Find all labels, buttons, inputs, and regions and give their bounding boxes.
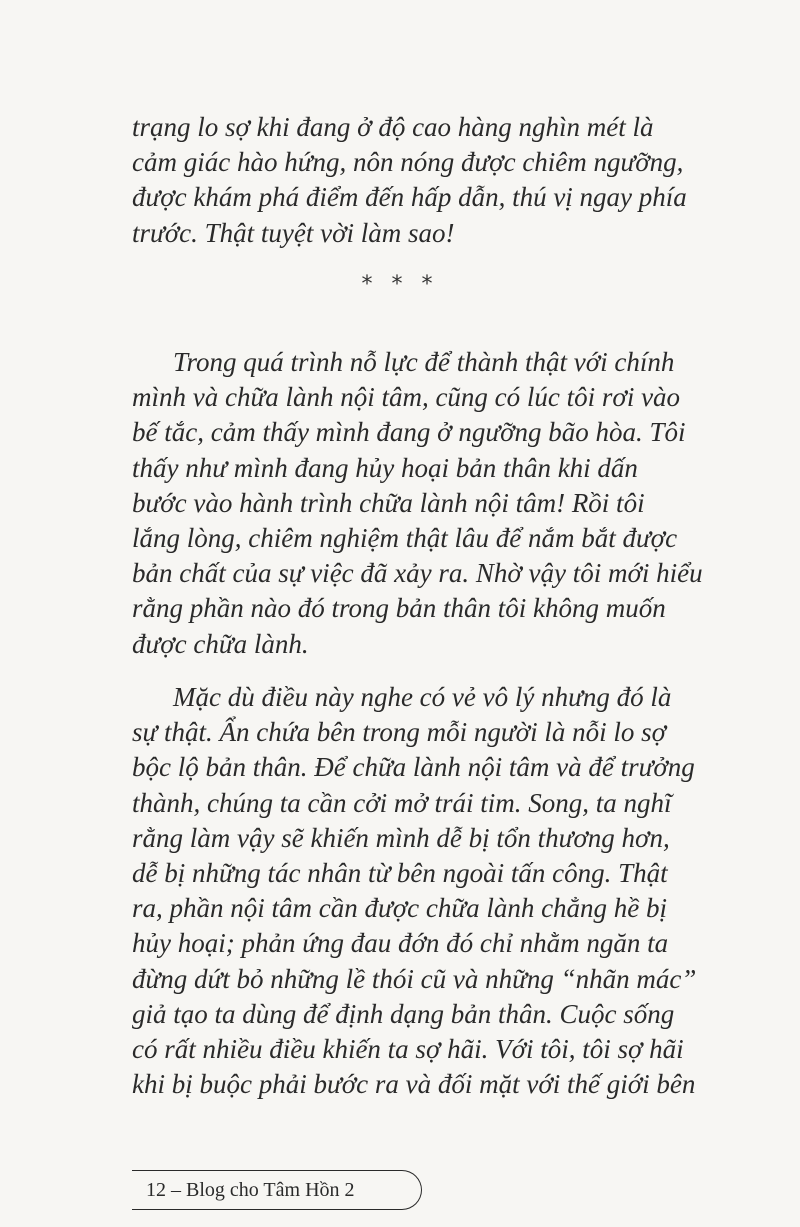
page-number-label: 12 – Blog cho Tâm Hồn 2 [146, 1179, 355, 1201]
text-line: hủy hoại; phản ứng đau đớn đó chỉ nhằm ngăn ta [132, 928, 669, 959]
text-line: trạng lo sợ khi đang ở độ cao hàng nghìn mét là [132, 112, 654, 142]
text-line: khi bị buộc phải bước ra và đối mặt với thế giới bên [132, 1069, 696, 1100]
text-line: mình và chữa lành nội tâm, cũng có lúc tôi rơi vào [132, 382, 681, 413]
text-line: thấy như mình đang hủy hoại bản thân khi dấn [132, 452, 638, 483]
text-line: dễ bị những tác nhân từ bên ngoài tấn công. Thật [132, 858, 668, 889]
text-line: lắng lòng, chiêm nghiệm thật lâu để nắm bắt được [132, 523, 678, 554]
text-line: Trong quá trình nỗ lực để thành thật với chính [173, 347, 675, 377]
text-line: ra, phần nội tâm cần được chữa lành chẳng hề bị [132, 893, 668, 924]
text-line: trước. Thật tuyệt vời làm sao! [132, 217, 455, 248]
text-line: thành, chúng ta cần cởi mở trái tim. Song, ta nghĩ [132, 787, 672, 818]
text-line: giả tạo ta dùng để định dạng bản thân. Cuộc sống [132, 998, 675, 1029]
text-line: Mặc dù điều này nghe có vẻ vô lý nhưng đó là [173, 682, 672, 712]
text-line: bản chất của sự việc đã xảy ra. Nhờ vậy tôi mới hiểu [132, 558, 703, 589]
text-line: rằng làm vậy sẽ khiến mình dễ bị tổn thương hơn, [132, 822, 670, 853]
text-line: cảm giác hào hứng, nôn nóng được chiêm ngưỡng, [132, 147, 684, 178]
text-line: đừng dứt bỏ những lề thói cũ và những “nhãn mác” [132, 963, 697, 994]
text-line: có rất nhiều điều khiến ta sợ hãi. Với tôi, tôi sợ hãi [132, 1034, 684, 1065]
text-line: bộc lộ bản thân. Để chữa lành nội tâm và để trưởng [132, 752, 695, 783]
page-footer [132, 1170, 422, 1210]
text-line: rằng phần nào đó trong bản thân tôi không muốn [132, 593, 666, 624]
section-separator: * * * [361, 272, 439, 297]
text-line: bước vào hành trình chữa lành nội tâm! Rồi tôi [132, 487, 645, 518]
text-line: bế tắc, cảm thấy mình đang ở ngưỡng bão hòa. Tôi [132, 417, 686, 448]
paragraph-3 [132, 680, 697, 1102]
paragraph-2 [132, 345, 703, 662]
paragraph-continued [132, 110, 687, 251]
text-line: được khám phá điểm đến hấp dẫn, thú vị ngay phía [132, 182, 687, 213]
text-line: được chữa lành. [132, 628, 309, 659]
text-line: sự thật. Ẩn chứa bên trong mỗi người là nỗi lo sợ [132, 717, 666, 748]
